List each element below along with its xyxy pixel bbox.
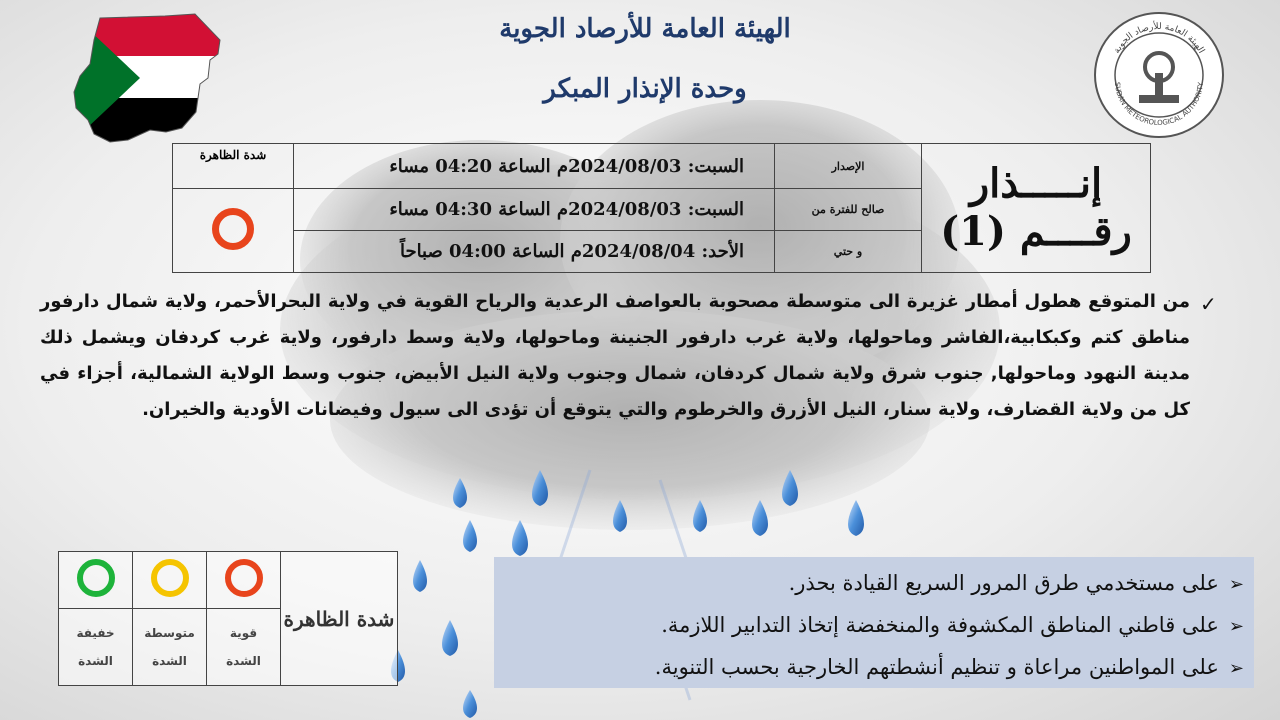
- advice-item: [494, 605, 1244, 647]
- advice-text-1: على مستخدمي طرق المرور السريع القيادة بحذر.: [788, 571, 1219, 595]
- warning-title-cell: [922, 144, 1151, 273]
- advice-text-3: على المواطنين مراعاة و تنظيم أنشطتهم الخارجية بحسب التنوية.: [654, 655, 1219, 679]
- legend-ring-strong: [207, 552, 281, 609]
- legend-strong-line2: الشدة: [226, 654, 261, 668]
- warning-info-table: [172, 143, 1151, 273]
- valid-to-date: الأحد: 2024/08/04م الساعة 04:00 صباحاً: [294, 231, 775, 273]
- valid-to-label: و حتي: [775, 231, 922, 273]
- arrow-bullet-icon: ➢: [1228, 574, 1244, 595]
- warning-description: من المتوقع هطول أمطار غزيرة الى متوسطة مصحوبة بالعواصف الرعدية والرياح القوية في ولاية البحرالأحمر، ولاية شمال دارفور مناطق كتم وكبكابية،الفاشر وماحولها، ولاية غرب دارفور الجنينة وماحولها، ولاية وسط دارفور، ولاية غرب كردفان ويشمل ذلك مدينة النهود وماحولها, جنوب شرق ولاية شمال كردفان، شمال وجنوب ولاية النيل الأبيض، جنوب وسط الولاية الشمالية، أجزاء في كل من ولاية القضارف، ولاية سنار، النيل الأزرق والخرطوم والتي يتوقع أن تؤدى الى سيول وفيضانات الأودية والخيران.: [40, 291, 1190, 420]
- unit-title: وحدة الإنذار المبكر: [543, 74, 747, 104]
- severity-legend-table: [58, 551, 398, 686]
- legend-moderate-line1: متوسطة: [144, 626, 195, 640]
- logo-arabic-text: الهيئة العامة للأرصاد الجوية: [1112, 21, 1206, 56]
- advice-box: [494, 557, 1254, 688]
- advice-item: [494, 647, 1244, 689]
- legend-ring-moderate: [133, 552, 207, 609]
- warning-title: إنـــــذار: [969, 160, 1103, 207]
- logo-english-text: SUDAN METEOROLOGICAL AUTHORITY: [1112, 81, 1206, 128]
- issue-label: الإصدار: [775, 144, 922, 189]
- legend-moderate-line2: الشدة: [152, 654, 187, 668]
- issue-date: السبت: 2024/08/03م الساعة 04:20 مساء: [294, 144, 775, 189]
- arrow-bullet-icon: ➢: [1228, 616, 1244, 637]
- legend-light-line2: الشدة: [78, 654, 113, 668]
- light-ring-icon: [77, 559, 115, 597]
- severity-ring-icon: [212, 208, 254, 250]
- moderate-ring-icon: [151, 559, 189, 597]
- severity-header: شدة الظاهرة: [173, 144, 294, 189]
- valid-from-date: السبت: 2024/08/03م الساعة 04:30 مساء: [294, 189, 775, 231]
- legend-strong-line1: قوية: [229, 626, 258, 640]
- strong-ring-icon: [225, 559, 263, 597]
- legend-label-strong: [207, 609, 281, 686]
- advice-text-2: على قاطني المناطق المكشوفة والمنخفضة إتخاذ التدابير اللازمة.: [661, 613, 1219, 637]
- arrow-bullet-icon: ➢: [1228, 658, 1244, 679]
- advice-item: [494, 563, 1244, 605]
- meteorological-authority-logo: [1093, 11, 1225, 139]
- org-title: الهيئة العامة للأرصاد الجوية: [499, 14, 791, 44]
- check-icon: ✓: [1200, 292, 1217, 316]
- legend-label-moderate: [133, 609, 207, 686]
- sudan-flag-map: [70, 12, 230, 144]
- legend-title: شدة الظاهرة: [281, 552, 398, 686]
- valid-from-label: صالح للفترة من: [775, 189, 922, 231]
- warning-number: رقــــم (1): [940, 208, 1132, 255]
- severity-indicator-cell: [173, 189, 294, 273]
- legend-ring-light: [59, 552, 133, 609]
- legend-label-light: [59, 609, 133, 686]
- legend-light-line1: خفيفة: [76, 626, 115, 640]
